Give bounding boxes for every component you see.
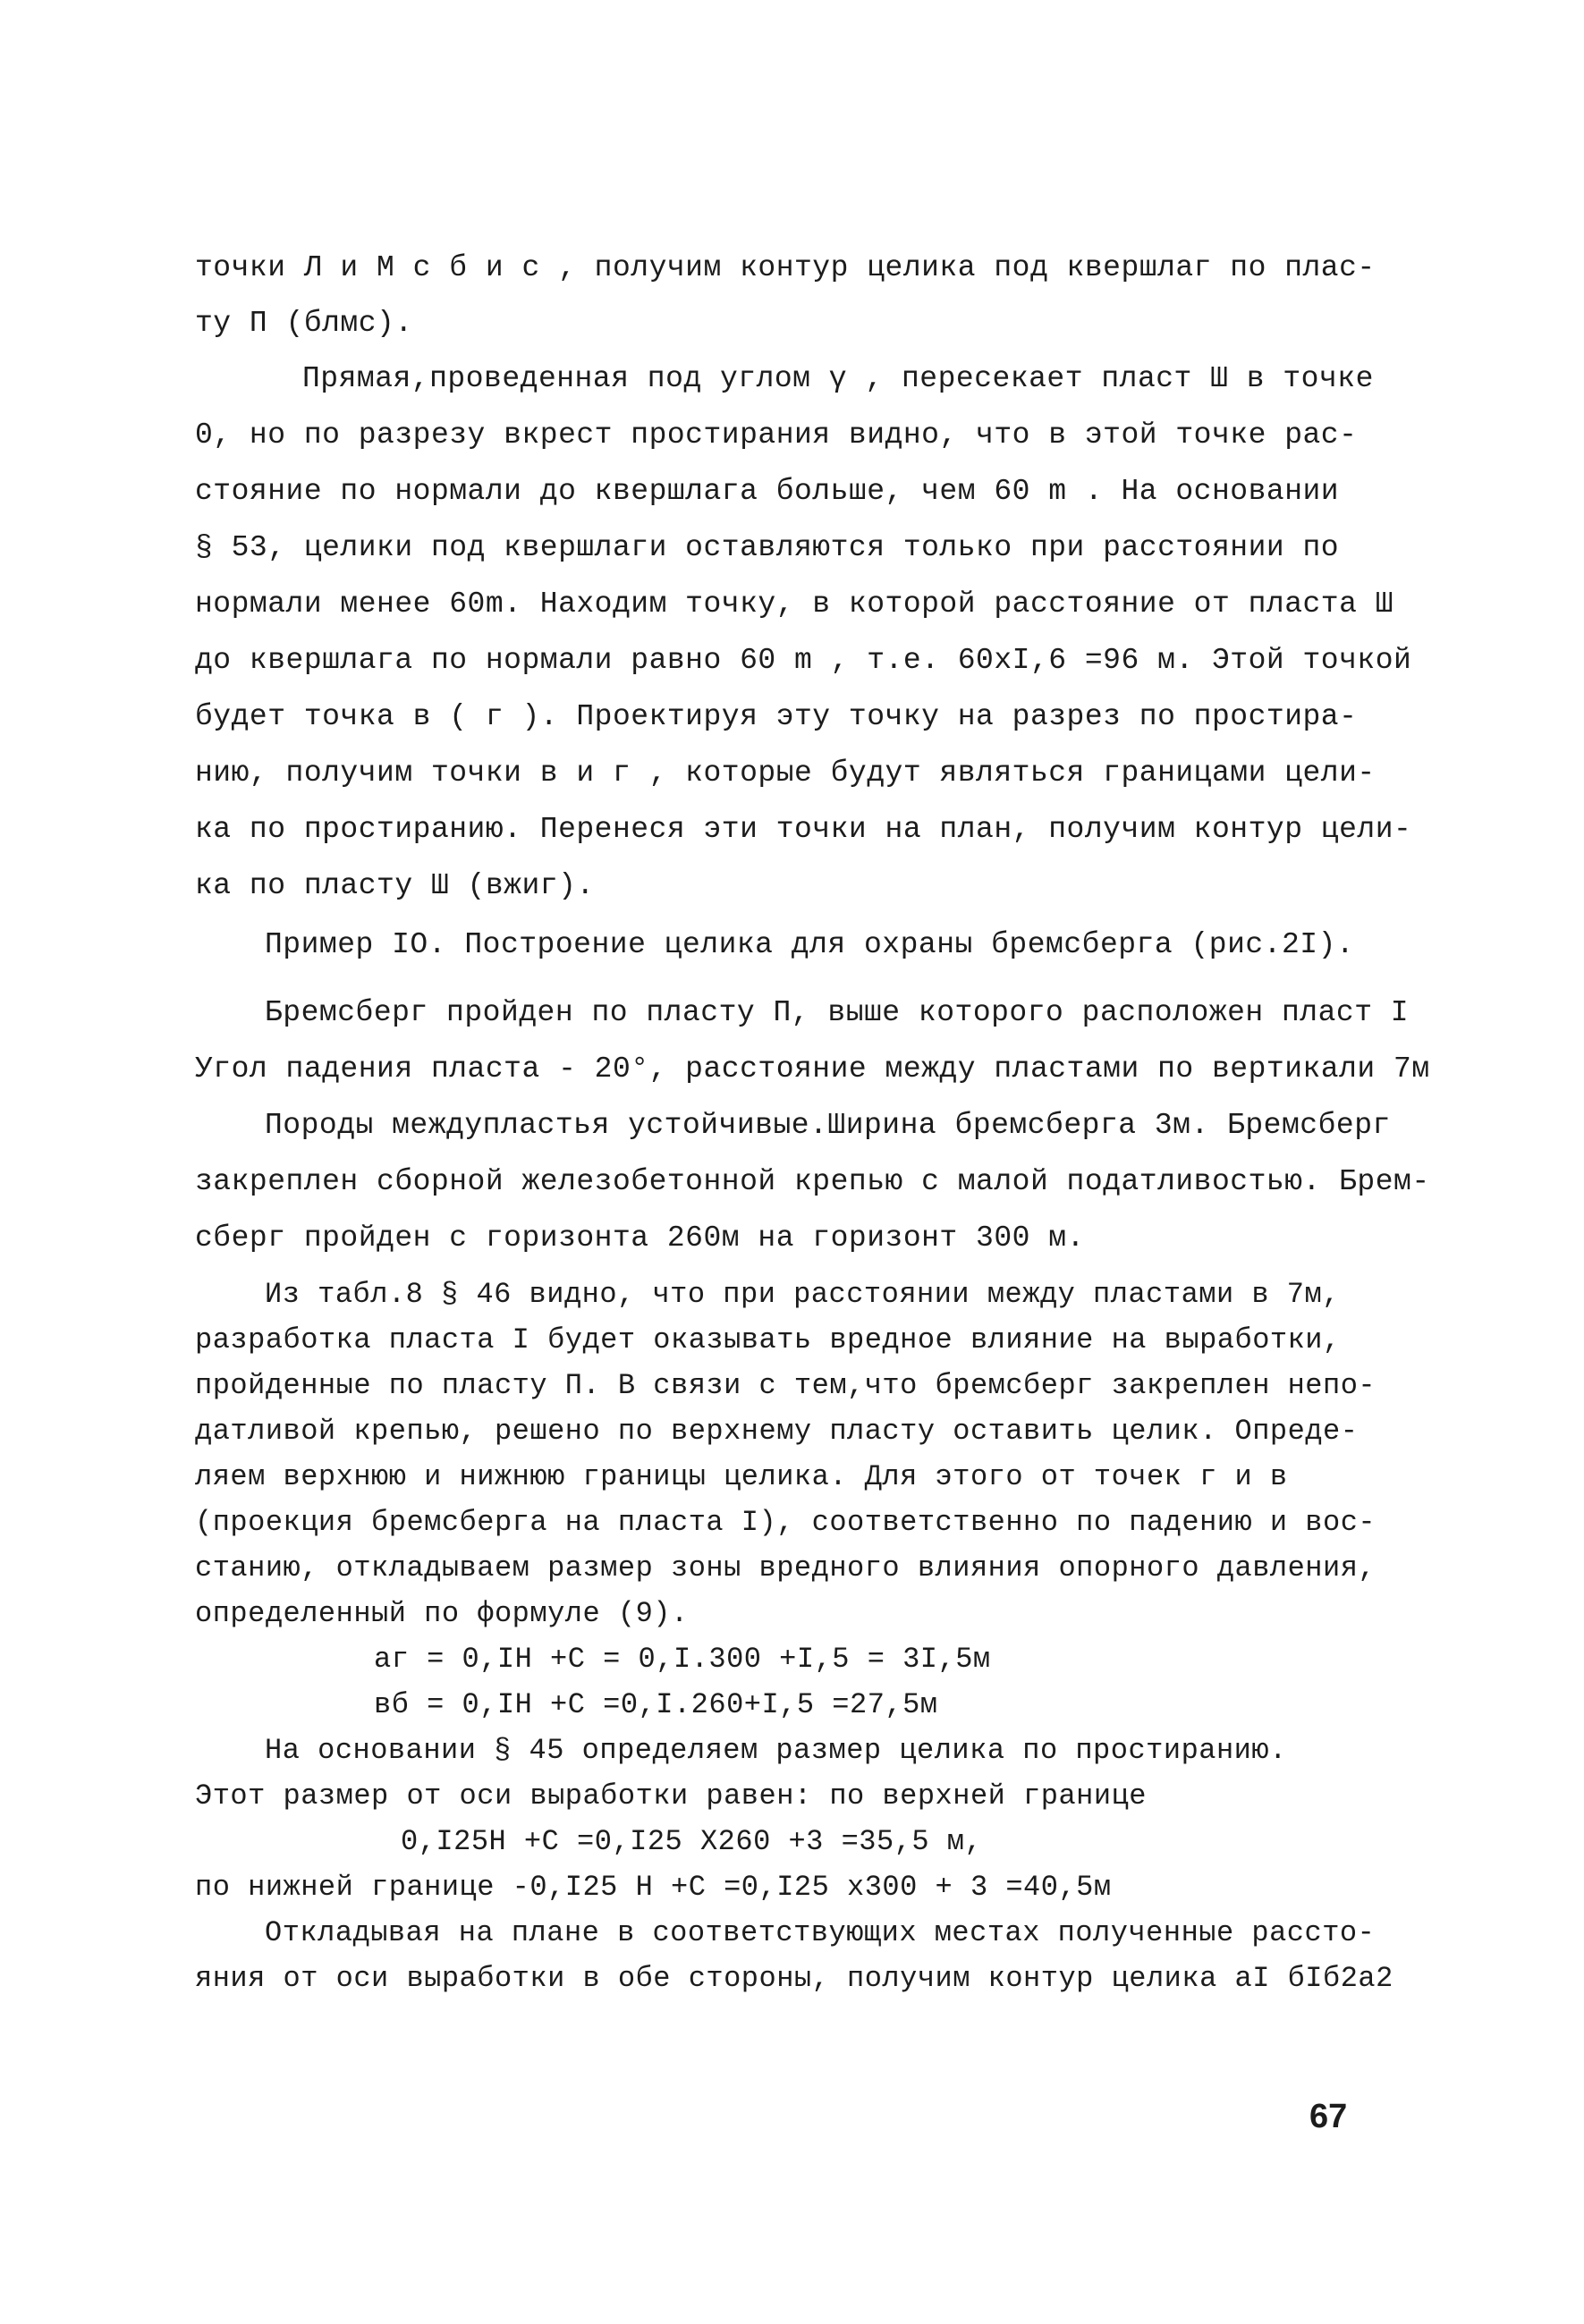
text-line-30: Этот размер от оси выработки равен: по верхней границе [195, 1779, 1147, 1813]
example-heading: Пример IO. Построение целика для охраны бремсберга (рис.2I). [265, 928, 1355, 961]
text-line-16: Породы междупластья устойчивые.Ширина бремсберга 3м. Бремсберг [265, 1109, 1391, 1142]
text-line-17: закреплен сборной железобетонной крепью с малой податливостью. Брем- [195, 1165, 1430, 1198]
text-line-26: определенный по формуле (9). [195, 1597, 689, 1630]
text-line-9: будет точка в ( г ). Проектируя эту точку на разрез по простира- [195, 700, 1358, 733]
text-line-12: ка по пласту Ш (вжиг). [195, 869, 595, 902]
formula-lower: по нижней границе -0,I25 H +C =0,I25 x300 + 3 =40,5м [195, 1871, 1112, 1904]
text-line-22: датливой крепью, решено по верхнему пласту оставить целик. Опреде- [195, 1415, 1359, 1448]
text-line-5: стояние по нормали до квершлага больше, чем 60 m . На основании [195, 475, 1340, 508]
text-line-10: нию, получим точки в и г , которые будут являться границами цели- [195, 756, 1376, 790]
text-line-29: На основании § 45 определяем размер целика по простиранию. [265, 1734, 1287, 1767]
page-number: 67 [1309, 2098, 1348, 2135]
formula-upper: 0,I25H +C =0,I25 X260 +3 =35,5 м, [401, 1825, 983, 1858]
text-line-6: § 53, целики под квершлаги оставляются только при расстоянии по [195, 531, 1340, 564]
text-line-11: ка по простиранию. Перенеся эти точки на план, получим контур цели- [195, 813, 1412, 846]
text-line-2: ту П (блмс). [195, 307, 413, 340]
text-line-19: Из табл.8 § 46 видно, что при расстоянии между пластами в 7м, [265, 1278, 1340, 1311]
text-line-34: яния от оси выработки в обе стороны, получим контур целика аI бIб2а2 [195, 1962, 1393, 1995]
formula-vb: вб = 0,IH +C =0,I.260+I,5 =27,5м [374, 1688, 938, 1721]
text-line-3: Прямая,проведенная под углом γ , пересекает пласт Ш в точке [302, 362, 1374, 395]
text-line-7: нормали менее 60m. Находим точку, в которой расстояние от пласта Ш [195, 587, 1394, 621]
formula-ag: аг = 0,IH +C = 0,I.300 +I,5 = 3I,5м [374, 1643, 991, 1676]
text-line-21: пройденные по пласту П. В связи с тем,что бремсберг закреплен непо- [195, 1369, 1376, 1402]
text-line-8: до квершлага по нормали равно 60 m , т.е. 60xI,6 =96 м. Этой точкой [195, 644, 1412, 677]
text-line-20: разработка пласта I будет оказывать вредное влияние на выработки, [195, 1323, 1341, 1356]
text-line-25: станию, откладываем размер зоны вредного влияния опорного давления, [195, 1551, 1376, 1585]
text-line-14: Бремсберг пройден по пласту П, выше которого расположен пласт I [265, 996, 1410, 1029]
text-line-15: Угол падения пласта - 20°, расстояние между пластами по вертикали 7м [195, 1052, 1430, 1086]
text-line-24: (проекция бремсберга на пласта I), соответственно по падению и вос- [195, 1506, 1376, 1539]
text-line-23: ляем верхнюю и нижнюю границы целика. Для этого от точек г и в [195, 1460, 1288, 1493]
text-line-18: сберг пройден с горизонта 260м на горизонт 300 м. [195, 1221, 1085, 1255]
text-line-33: Откладывая на плане в соответствующих местах полученные рассто- [265, 1916, 1376, 1949]
text-line-4: 0, но по разрезу вкрест простирания видно, что в этой точке рас- [195, 418, 1358, 452]
text-line-1: точки Л и М с б и с , получим контур целика под квершлаг по плас- [195, 251, 1376, 284]
